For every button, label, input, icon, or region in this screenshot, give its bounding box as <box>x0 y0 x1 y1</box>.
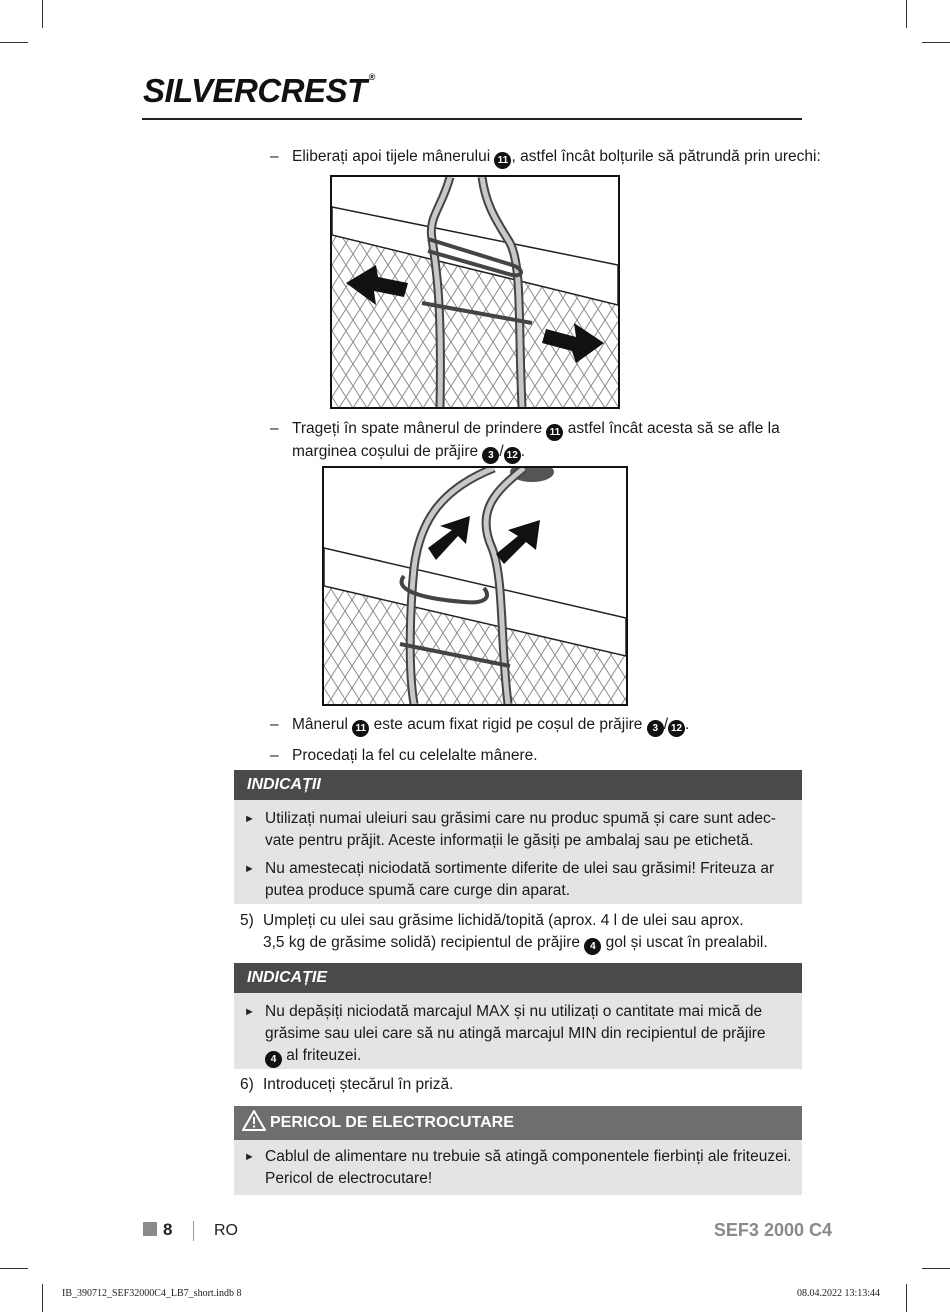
figure-handle-release <box>330 175 620 409</box>
part-number-badge: 4 <box>584 938 601 955</box>
instruction-handle-fixed: – Mânerul 11 este acum fixat rigid pe coșul de prăjire 3 / 12 . <box>270 714 689 737</box>
page-number: 8 <box>163 1220 173 1239</box>
notes-box <box>234 800 802 904</box>
instruction-release-rods: – Eliberați apoi tijele mânerului 11 , astfel încât bolțurile să pătrundă prin urechi: <box>270 146 821 169</box>
crop-mark <box>42 0 43 28</box>
part-number-badge: 3 <box>482 447 499 464</box>
crop-mark <box>922 1268 950 1269</box>
crop-mark <box>906 0 907 28</box>
print-date-info: 08.04.2022 13:13:44 <box>796 1288 880 1299</box>
bullet-arrow-icon: ► <box>244 813 255 825</box>
bullet-arrow-icon: ► <box>244 863 255 875</box>
part-number-badge: 12 <box>504 447 521 464</box>
model-number: SEF3 2000 C4 <box>713 1220 832 1240</box>
language-code: RO <box>214 1222 238 1239</box>
part-number-badge: 3 <box>647 720 664 737</box>
instruction-other-handles: – Procedați la fel cu celelalte mânere. <box>270 747 538 764</box>
crop-mark <box>0 42 28 43</box>
step-fill-oil: 5) Umpleți cu ulei sau grăsime lichidă/topită (aprox. 4 l de ulei sau aprox. 3,5 kg de grăsime solidă) recipientul de prăjire 4 gol și uscat în prealabil. <box>240 910 768 955</box>
part-number-badge: 11 <box>546 424 563 441</box>
part-number-badge: 11 <box>352 720 369 737</box>
bullet-arrow-icon: ► <box>244 1151 255 1163</box>
note-box <box>234 993 802 1069</box>
brand-logo: SILVERCREST ® <box>143 72 375 109</box>
warning-bullet: ► Cablul de alimentare nu trebuie să atingă componentele fierbinți ale friteuzei. Pericol de electrocutare! <box>244 1148 792 1187</box>
print-file-info: IB_390712_SEF32000C4_LB7_short.indb 8 <box>62 1288 242 1299</box>
notes-heading: INDICAȚII <box>234 770 802 800</box>
figure-handle-pull-back <box>322 466 628 706</box>
part-number-badge: 4 <box>265 1051 282 1068</box>
note-heading: INDICAȚIE <box>234 963 802 993</box>
crop-mark <box>906 1284 907 1312</box>
part-number-badge: 12 <box>668 720 685 737</box>
header-rule <box>142 118 802 120</box>
step-plug-in: 6) Introduceți ștecărul în priză. <box>240 1076 454 1093</box>
warning-triangle-icon <box>242 1110 266 1131</box>
warning-box <box>234 1140 802 1195</box>
instruction-pull-handle: – Trageți în spate mânerul de prindere 11 astfel încât acesta să se afle la marginea coșului de prăjire 3 / 12 . <box>270 418 780 464</box>
footer-divider <box>193 1221 194 1241</box>
crop-mark <box>922 42 950 43</box>
crop-mark <box>0 1268 28 1269</box>
bullet-arrow-icon: ► <box>244 1006 255 1018</box>
note-bullet: ► Nu amestecați niciodată sortimente diferite de ulei sau grăsimi! Friteuza ar putea produce spumă care curge din aparat. <box>244 860 775 899</box>
note-bullet: ► Nu depășiți niciodată marcajul MAX și nu utilizați o cantitate mai mică de grăsime sau ulei care să nu atingă marcajul MIN din recipientul de prăjire 4 al friteuzei. <box>244 1001 792 1068</box>
warning-heading: PERICOL DE ELECTROCUTARE <box>234 1106 802 1140</box>
footer-square-icon <box>143 1222 157 1236</box>
note-bullet: ► Utilizați numai uleiuri sau grăsimi care nu produc spumă și care sunt adec- vate pentru prăjit. Aceste informații le găsiți pe ambalaj sau pe etichetă. <box>244 810 776 849</box>
crop-mark <box>42 1284 43 1312</box>
part-number-badge: 11 <box>494 152 511 169</box>
